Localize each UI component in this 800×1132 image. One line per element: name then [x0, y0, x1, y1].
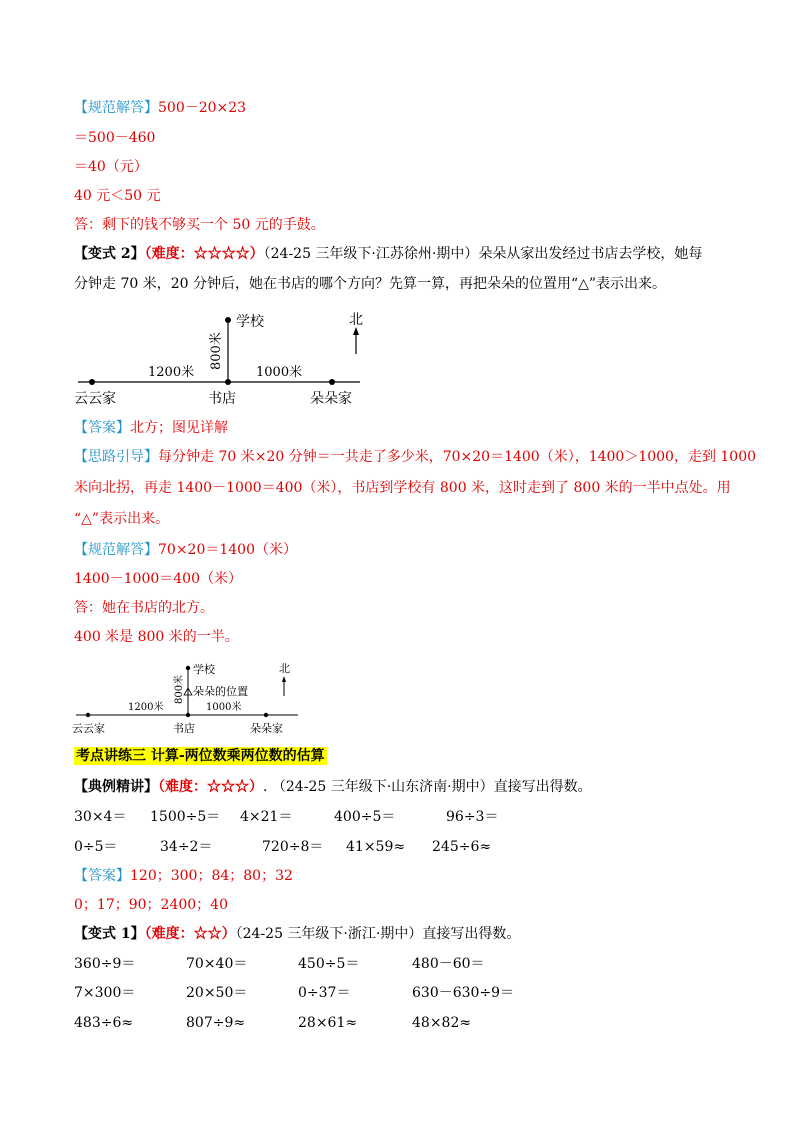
variation-2-line-1: 【变式 2】（难度：☆☆☆☆）（24-25 三年级下·江苏徐州·期中）朵朵从家出发经过书店去学校，她每: [74, 246, 703, 262]
label-school: 学校: [236, 314, 264, 330]
problem: 7×300＝: [74, 985, 136, 1001]
label-duoduo: 朵朵家: [310, 391, 352, 407]
solution-line-1: 【规范解答】500－20×23: [74, 100, 247, 116]
difficulty-stars: （难度：☆☆）: [144, 926, 236, 942]
hint-tag: 【思路引导】: [74, 449, 158, 465]
map-diagram-solution: [72, 658, 302, 738]
label-yunyun: 云云家: [74, 391, 116, 407]
problem: 807÷9≈: [186, 1015, 246, 1031]
problem: 48×82≈: [412, 1015, 472, 1031]
solution-tag: 【规范解答】: [74, 100, 158, 116]
hint-line-3: “△”表示出来。: [74, 511, 170, 527]
answer-tag: 【答案】: [74, 420, 130, 436]
problem: 4×21＝: [240, 809, 293, 825]
difficulty-stars: （难度：☆☆☆☆）: [144, 246, 264, 262]
label-800: 800米: [174, 674, 185, 704]
label-shudian: 书店: [173, 722, 195, 735]
example-line: 【典例精讲】（难度：☆☆☆）. （24-25 三年级下·山东济南·期中）直接写出得数。: [74, 779, 592, 795]
answer-line: 【答案】北方；图见详解: [74, 420, 228, 436]
section-title: 考点讲练三 计算-两位数乘两位数的估算: [76, 748, 325, 764]
label-1000: 1000米: [256, 365, 303, 380]
variation-tag: 【变式 1】: [74, 926, 145, 942]
variation-tag: 【变式 2】: [74, 246, 145, 262]
problem: 0÷5＝: [74, 839, 118, 855]
problem: 34÷2＝: [160, 839, 213, 855]
problem: 20×50＝: [186, 985, 248, 1001]
variation-1-line: 【变式 1】（难度：☆☆）（24-25 三年级下·浙江·期中）直接写出得数。: [74, 926, 521, 942]
problem: 96÷3＝: [446, 809, 499, 825]
label-north: 北: [349, 312, 363, 328]
label-1000: 1000米: [206, 702, 242, 713]
hint-line-2: 米向北拐，再走 1400－1000＝400（米），书店到学校有 800 米，这时走到了 800 米的一半中点处。用: [74, 480, 731, 496]
problem: 720÷8＝: [262, 839, 324, 855]
problem: 28×61≈: [298, 1015, 358, 1031]
variation-2-line-2: 分钟走 70 米，20 分钟后，她在书店的哪个方向？先算一算，再把朵朵的位置用“△”表示出来。: [74, 276, 667, 292]
label-shudian: 书店: [208, 391, 236, 407]
map-diagram: [70, 308, 370, 408]
label-position: 朵朵的位置: [193, 685, 248, 698]
problem: 360÷9＝: [74, 956, 136, 972]
solution2-line-4: 400 米是 800 米的一半。: [74, 629, 239, 645]
label-1200: 1200米: [148, 365, 195, 380]
answer3-line-2: 0；17；90；2400；40: [74, 897, 228, 913]
solution2-line-3: 答：她在书店的北方。: [74, 600, 214, 616]
label-800: 800米: [209, 332, 224, 370]
label-north: 北: [279, 662, 290, 675]
answer3-line-1: 【答案】120；300；84；80；32: [74, 868, 293, 884]
problem: 41×59≈: [346, 839, 406, 855]
problem: 400÷5＝: [334, 809, 396, 825]
hint-line-1: 【思路引导】每分钟走 70 米×20 分钟＝一共走了多少米，70×20＝1400（米），1400＞1000，走到 1000: [74, 449, 757, 465]
problem: 483÷6≈: [74, 1015, 134, 1031]
solution-line-2: ＝500－460: [74, 130, 156, 146]
problem: 1500÷5＝: [150, 809, 221, 825]
problem: 0÷37＝: [298, 985, 351, 1001]
answer-tag: 【答案】: [74, 868, 130, 884]
problem: 450÷5＝: [298, 956, 360, 972]
example-tag: 【典例精讲】: [74, 779, 158, 795]
problem: 70×40＝: [186, 956, 248, 972]
solution2-line-2: 1400－1000＝400（米）: [74, 571, 242, 587]
label-school: 学校: [193, 663, 215, 676]
problem: 245÷6≈: [432, 839, 492, 855]
solution-line-4: 40 元＜50 元: [74, 188, 161, 204]
problem: 30×4＝: [74, 809, 127, 825]
solution-line-3: ＝40（元）: [74, 159, 148, 175]
solution2-line-1: 【规范解答】70×20＝1400（米）: [74, 542, 297, 558]
solution-line-5: 答：剩下的钱不够买一个 50 元的手鼓。: [74, 217, 325, 233]
label-yunyun: 云云家: [72, 722, 105, 735]
difficulty-stars: （难度：☆☆☆）: [158, 779, 263, 795]
label-1200: 1200米: [128, 702, 164, 713]
problem: 480－60＝: [412, 956, 485, 972]
solution2-tag: 【规范解答】: [74, 542, 158, 558]
label-duoduo: 朵朵家: [250, 722, 283, 735]
problem: 630－630÷9＝: [412, 985, 515, 1001]
